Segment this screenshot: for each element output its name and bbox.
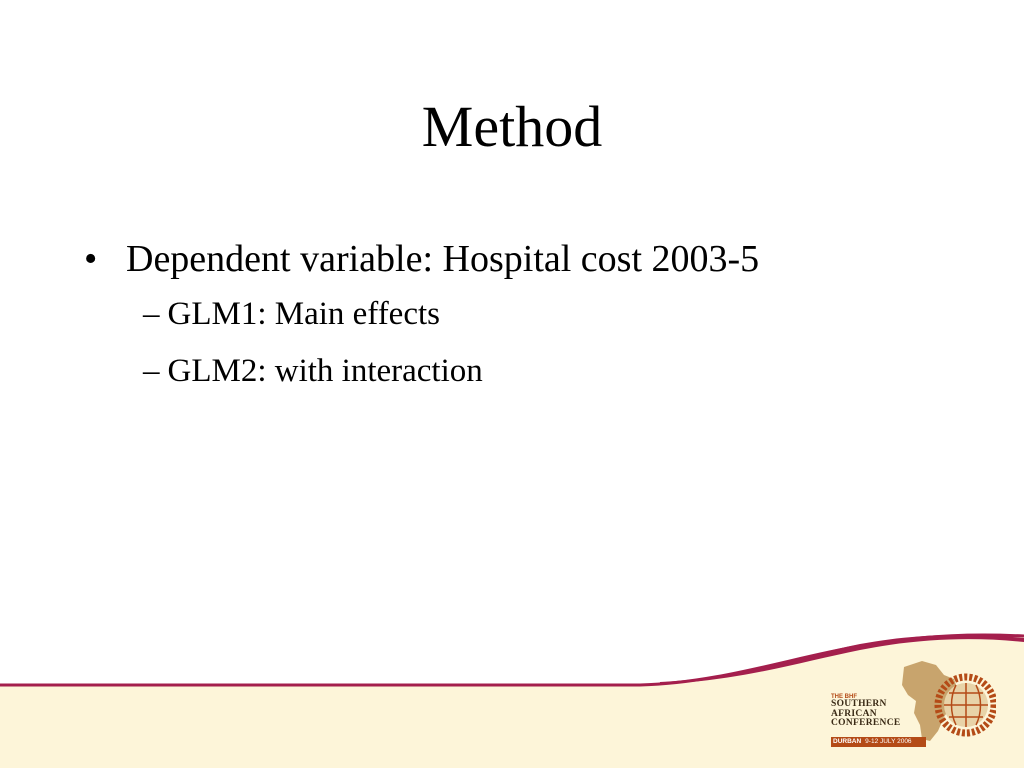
logo-dates: 9-12 JULY 2006 xyxy=(865,738,912,745)
logo-line-4: CONFERENCE xyxy=(831,718,901,728)
sub-bullet-item xyxy=(143,294,759,334)
sub-bullet-marker: – xyxy=(143,353,160,389)
bullet-marker: • xyxy=(84,238,98,280)
sub-bullet-item xyxy=(143,351,759,391)
bullet-text: Dependent variable: Hospital cost 2003-5 xyxy=(126,238,760,280)
bullet-item xyxy=(84,236,759,282)
logo-line-1: THE BHF xyxy=(831,694,857,700)
logo-wordmark xyxy=(831,694,927,729)
sub-bullet-marker: – xyxy=(143,296,160,332)
sub-bullet-text: GLM2: with interaction xyxy=(167,353,483,389)
sub-bullet-text: GLM1: Main effects xyxy=(167,296,440,332)
bullet-list xyxy=(84,236,759,391)
logo-date-bar xyxy=(831,737,926,747)
slide-title: Method xyxy=(421,94,603,159)
logo-city: DURBAN xyxy=(833,738,862,745)
logo-line-2: SOUTHERN xyxy=(831,699,887,709)
logo-line-3: AFRICAN xyxy=(831,708,877,719)
